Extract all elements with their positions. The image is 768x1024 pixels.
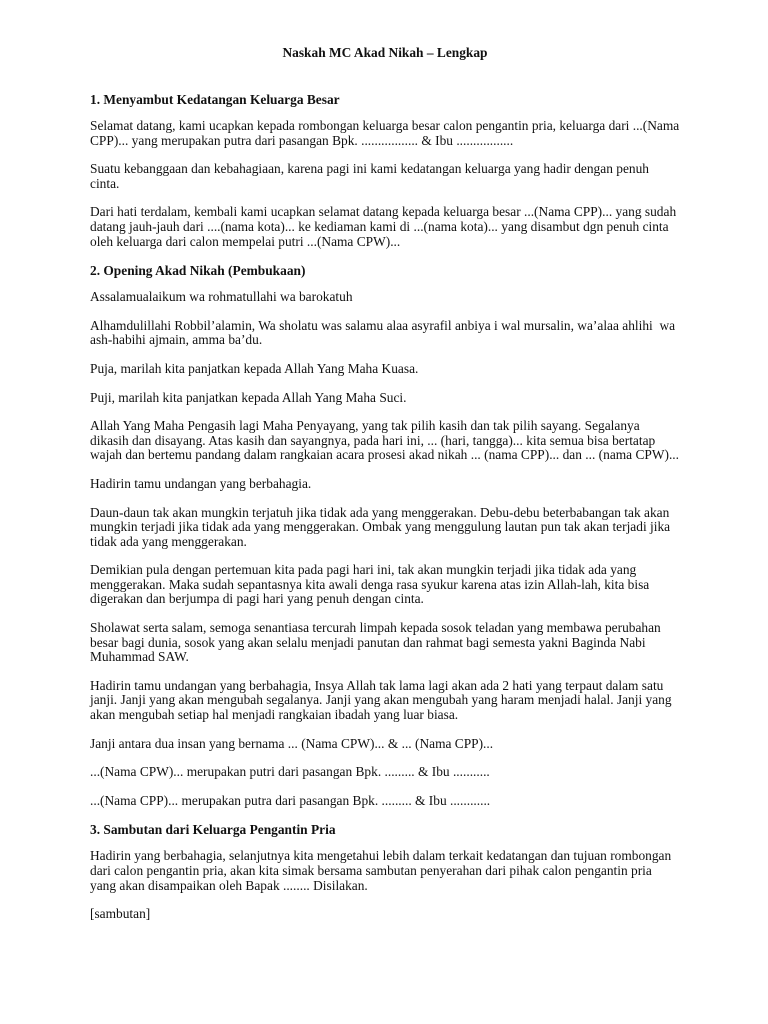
paragraph: Assalamualaikum wa rohmatullahi wa barokatuh bbox=[90, 289, 353, 305]
section-heading-3: 3. Sambutan dari Keluarga Pengantin Pria bbox=[90, 822, 336, 838]
paragraph: Janji antara dua insan yang bernama ... (Nama CPW)... & ... (Nama CPP)... bbox=[90, 735, 494, 751]
section-heading-2: 2. Opening Akad Nikah (Pembukaan) bbox=[90, 263, 306, 279]
document-title: Naskah MC Akad Nikah – Lengkap bbox=[282, 45, 488, 60]
paragraph: Selamat datang, kami ucapkan kepada rombongan keluarga besar calon pengantin pria, keluarga dari ...(Nama CPP)... yang merupakan putra dari pasangan Bpk. ................. & Ibu ................. bbox=[90, 118, 680, 148]
paragraph: Allah Yang Maha Pengasih lagi Maha Penyayang, yang tak pilih kasih dan tak pilih sayang. Segalanya dikasih dan disayang. Atas kasih dan sayangnya, pada hari ini, ... (hari, tangga)... kita semua bisa bertatap wajah dan bertemu pandang dalam rangkaian acara prosesi akad nikah ... (nama CPP)... dan ... (nama CPW)... bbox=[90, 418, 679, 463]
paragraph: Puji, marilah kita panjatkan kepada Allah Yang Maha Suci. bbox=[90, 389, 407, 405]
paragraph: Alhamdulillahi Robbil’alamin, Wa sholatu was salamu alaa asyrafil anbiya i wal mursalin, wa’alaa ahlihi wa ash-habihi ajmain, amma ba’du. bbox=[90, 317, 679, 348]
paragraph: Hadirin tamu undangan yang berbahagia, Insya Allah tak lama lagi akan ada 2 hati yang terpaut dalam satu janji. Janji yang akan mengubah segalanya. Janji yang akan mengubah yang haram menjadi halal. Janji yang akan mengubah setiap hal menjadi rangkaian ibadah yang luar biasa. bbox=[90, 677, 672, 723]
paragraph: Hadirin yang berbahagia, selanjutnya kita mengetahui lebih dalam terkait kedatangan dan tujuan rombongan dari calon pengantin pria, akan kita simak bersama sambutan penyerahan dari pihak calon pengantin pria yang akan disampaikan oleh Bapak ........ Disilakan. bbox=[90, 848, 672, 893]
paragraph: ...(Nama CPP)... merupakan putra dari pasangan Bpk. ......... & Ibu ............ bbox=[90, 792, 491, 808]
paragraph: Hadirin tamu undangan yang berbahagia. bbox=[90, 475, 312, 491]
paragraph: Daun-daun tak akan mungkin terjatuh jika tidak ada yang menggerakan. Debu-debu beterbabangan tak akan mungkin terjadi jika tidak ada yang menggerakan. Ombak yang menggulung lautan pun tak akan terjadi jika tidak ada yang menggerakan. bbox=[90, 504, 671, 549]
paragraph: Demikian pula dengan pertemuan kita pada pagi hari ini, tak akan mungkin terjadi jika tidak ada yang menggerakan. Maka sudah sepantasnya kita awali denga rasa syukur karena atas izin Allah-lah, kita bisa digerakan dan berjumpa di pagi hari yang penuh dengan cinta. bbox=[90, 562, 650, 607]
paragraph: ...(Nama CPW)... merupakan putri dari pasangan Bpk. ......... & Ibu ........... bbox=[90, 764, 490, 780]
paragraph: Sholawat serta salam, semoga senantiasa tercurah limpah kepada sosok teladan yang membawa perubahan besar bagi dunia, sosok yang akan selalu menjadi panutan dan rahmat bagi semesta yakni Baginda Nabi Muhammad SAW. bbox=[90, 620, 661, 665]
paragraph: Dari hati terdalam, kembali kami ucapkan selamat datang kepada keluarga besar ...(Nama CPP)... yang sudah datang jauh-jauh dari ....(nama kota)... ke kediaman kami di ...(nama kota)... yang disambut dgn penuh cinta oleh keluarga dari calon mempelai putri ...(Nama CPW)... bbox=[90, 204, 677, 249]
paragraph: Puja, marilah kita panjatkan kepada Allah Yang Maha Kuasa. bbox=[90, 360, 419, 376]
section-heading-1: 1. Menyambut Kedatangan Keluarga Besar bbox=[90, 92, 340, 107]
paragraph: [sambutan] bbox=[90, 906, 151, 922]
paragraph: Suatu kebanggaan dan kebahagiaan, karena pagi ini kami kedatangan keluarga yang hadir dengan penuh cinta. bbox=[90, 161, 649, 191]
